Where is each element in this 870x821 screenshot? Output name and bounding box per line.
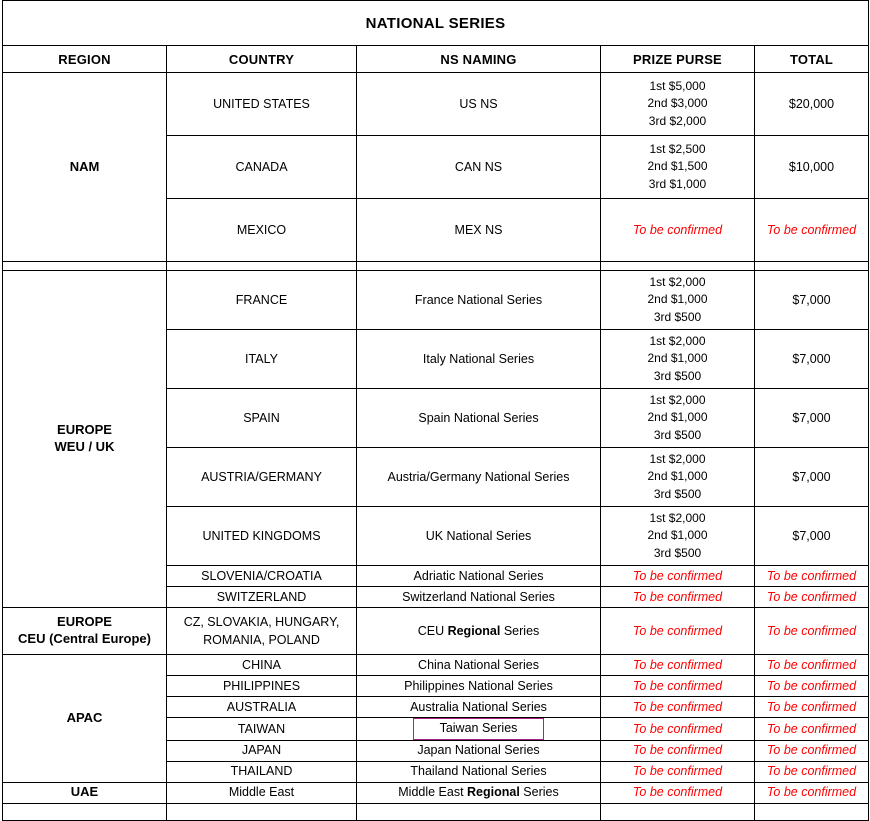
ns-naming-cell: Italy National Series xyxy=(357,330,601,389)
country-cell: Middle East xyxy=(167,782,357,803)
purse-line: 1st $2,000 xyxy=(649,451,706,466)
prize-purse-cell: To be confirmed xyxy=(601,199,755,262)
prize-purse-cell: To be confirmed xyxy=(601,782,755,803)
purse-line: 2nd $1,000 xyxy=(647,351,708,366)
region-label-europe-weu xyxy=(3,271,167,608)
empty-cell xyxy=(3,803,167,820)
ns-naming-cell: US NS xyxy=(357,73,601,136)
purse-line: 1st $2,000 xyxy=(649,510,706,525)
table-row xyxy=(3,655,869,676)
page-title: NATIONAL SERIES xyxy=(3,1,869,46)
country-cell: AUSTRALIA xyxy=(167,697,357,718)
purse-line: 2nd $1,000 xyxy=(647,292,708,307)
total-cell: To be confirmed xyxy=(755,608,869,655)
header-row xyxy=(3,46,869,73)
country-cell: TAIWAN xyxy=(167,718,357,741)
country-cell: UNITED KINGDOMS xyxy=(167,507,357,566)
prize-purse-cell xyxy=(601,73,755,136)
empty-cell xyxy=(601,803,755,820)
prize-purse-cell: To be confirmed xyxy=(601,676,755,697)
region-line: CEU (Central Europe) xyxy=(18,631,151,646)
table-row xyxy=(3,73,869,136)
country-cell: SPAIN xyxy=(167,389,357,448)
empty-cell xyxy=(357,803,601,820)
purse-line: 3rd $500 xyxy=(653,427,702,442)
purse-line: 3rd $1,000 xyxy=(648,176,707,191)
purse-line: 3rd $2,000 xyxy=(648,113,707,128)
purse-line: 3rd $500 xyxy=(653,545,702,560)
ns-naming-cell: Thailand National Series xyxy=(357,761,601,782)
spacer-cell xyxy=(755,262,869,271)
empty-cell xyxy=(755,803,869,820)
total-cell: To be confirmed xyxy=(755,566,869,587)
ns-naming-cell xyxy=(357,608,601,655)
country-cell: FRANCE xyxy=(167,271,357,330)
total-cell: $10,000 xyxy=(755,136,869,199)
prize-purse-cell: To be confirmed xyxy=(601,566,755,587)
national-series-table xyxy=(2,0,869,821)
country-cell: CANADA xyxy=(167,136,357,199)
country-cell: UNITED STATES xyxy=(167,73,357,136)
region-label-uae: UAE xyxy=(3,782,167,803)
country-cell: JAPAN xyxy=(167,740,357,761)
country-line: ROMANIA, POLAND xyxy=(203,633,320,647)
purse-line: 2nd $1,000 xyxy=(647,469,708,484)
total-cell: $7,000 xyxy=(755,507,869,566)
ns-naming-cell: China National Series xyxy=(357,655,601,676)
ns-naming-cell: Switzerland National Series xyxy=(357,587,601,608)
purse-line: 2nd $1,500 xyxy=(647,159,708,174)
region-line: WEU / UK xyxy=(54,439,115,454)
total-cell: $20,000 xyxy=(755,73,869,136)
column-header-prize-purse: PRIZE PURSE xyxy=(601,46,755,73)
ns-naming-cell: MEX NS xyxy=(357,199,601,262)
ns-naming-cell: Spain National Series xyxy=(357,389,601,448)
ns-naming-cell: Australia National Series xyxy=(357,697,601,718)
prize-purse-cell: To be confirmed xyxy=(601,655,755,676)
country-cell xyxy=(167,608,357,655)
purse-line: 1st $2,500 xyxy=(649,141,706,156)
country-cell: THAILAND xyxy=(167,761,357,782)
purse-line: 3rd $500 xyxy=(653,368,702,383)
ns-naming-cell: CAN NS xyxy=(357,136,601,199)
ns-naming-cell: France National Series xyxy=(357,271,601,330)
prize-purse-cell: To be confirmed xyxy=(601,608,755,655)
total-cell: $7,000 xyxy=(755,330,869,389)
ns-naming-cell xyxy=(357,782,601,803)
spacer-row xyxy=(3,262,869,271)
country-cell: CHINA xyxy=(167,655,357,676)
prize-purse-cell xyxy=(601,271,755,330)
table-row-empty xyxy=(3,803,869,820)
column-header-ns-naming: NS NAMING xyxy=(357,46,601,73)
prize-purse-cell: To be confirmed xyxy=(601,718,755,741)
column-header-country: COUNTRY xyxy=(167,46,357,73)
prize-purse-cell xyxy=(601,330,755,389)
country-cell: PHILIPPINES xyxy=(167,676,357,697)
total-cell: To be confirmed xyxy=(755,761,869,782)
taiwan-series-highlight: Taiwan Series xyxy=(413,718,545,740)
spacer-cell xyxy=(357,262,601,271)
prize-purse-cell: To be confirmed xyxy=(601,740,755,761)
ns-naming-cell: Japan National Series xyxy=(357,740,601,761)
purse-line: 1st $2,000 xyxy=(649,392,706,407)
country-cell: AUSTRIA/GERMANY xyxy=(167,448,357,507)
total-cell: $7,000 xyxy=(755,271,869,330)
total-cell: $7,000 xyxy=(755,448,869,507)
total-cell: To be confirmed xyxy=(755,655,869,676)
prize-purse-cell xyxy=(601,448,755,507)
prize-purse-cell: To be confirmed xyxy=(601,761,755,782)
table-row xyxy=(3,271,869,330)
spacer-cell xyxy=(167,262,357,271)
prize-purse-cell xyxy=(601,389,755,448)
purse-line: 2nd $3,000 xyxy=(647,96,708,111)
ns-naming-cell: Austria/Germany National Series xyxy=(357,448,601,507)
ns-naming-cell: Philippines National Series xyxy=(357,676,601,697)
ns-naming-cell-highlighted[interactable] xyxy=(357,718,601,741)
total-cell: $7,000 xyxy=(755,389,869,448)
country-cell: MEXICO xyxy=(167,199,357,262)
region-line: EUROPE xyxy=(57,422,112,438)
purse-line: 1st $2,000 xyxy=(649,274,706,289)
total-cell: To be confirmed xyxy=(755,697,869,718)
table-row xyxy=(3,782,869,803)
ns-naming-emphasis: Regional xyxy=(447,623,501,638)
country-cell: ITALY xyxy=(167,330,357,389)
purse-line: 2nd $1,000 xyxy=(647,528,708,543)
prize-purse-cell: To be confirmed xyxy=(601,697,755,718)
country-cell: SWITZERLAND xyxy=(167,587,357,608)
region-label-nam: NAM xyxy=(3,73,167,262)
country-cell: SLOVENIA/CROATIA xyxy=(167,566,357,587)
title-row xyxy=(3,1,869,46)
total-cell: To be confirmed xyxy=(755,199,869,262)
column-header-region: REGION xyxy=(3,46,167,73)
total-cell: To be confirmed xyxy=(755,782,869,803)
purse-line: 3rd $500 xyxy=(653,309,702,324)
empty-cell xyxy=(167,803,357,820)
total-cell: To be confirmed xyxy=(755,718,869,741)
ns-naming-cell: UK National Series xyxy=(357,507,601,566)
total-cell: To be confirmed xyxy=(755,740,869,761)
spacer-cell xyxy=(601,262,755,271)
spacer-cell xyxy=(3,262,167,271)
table-row xyxy=(3,608,869,655)
ns-naming-emphasis: Regional xyxy=(467,785,520,800)
ns-naming-cell: Adriatic National Series xyxy=(357,566,601,587)
prize-purse-cell xyxy=(601,136,755,199)
ns-naming-suffix: Series xyxy=(519,785,559,800)
region-label-europe-ceu xyxy=(3,608,167,655)
ns-naming-prefix: Middle East xyxy=(398,785,468,800)
region-line: EUROPE xyxy=(57,614,112,630)
purse-line: 1st $2,000 xyxy=(649,333,706,348)
purse-line: 1st $5,000 xyxy=(649,78,706,93)
country-line: CZ, SLOVAKIA, HUNGARY, xyxy=(183,614,340,629)
region-label-apac: APAC xyxy=(3,655,167,783)
purse-line: 3rd $500 xyxy=(653,486,702,501)
total-cell: To be confirmed xyxy=(755,676,869,697)
ns-naming-prefix: CEU xyxy=(417,623,448,638)
prize-purse-cell xyxy=(601,507,755,566)
prize-purse-cell: To be confirmed xyxy=(601,587,755,608)
ns-naming-suffix: Series xyxy=(500,623,540,638)
column-header-total: TOTAL xyxy=(755,46,869,73)
total-cell: To be confirmed xyxy=(755,587,869,608)
purse-line: 2nd $1,000 xyxy=(647,410,708,425)
